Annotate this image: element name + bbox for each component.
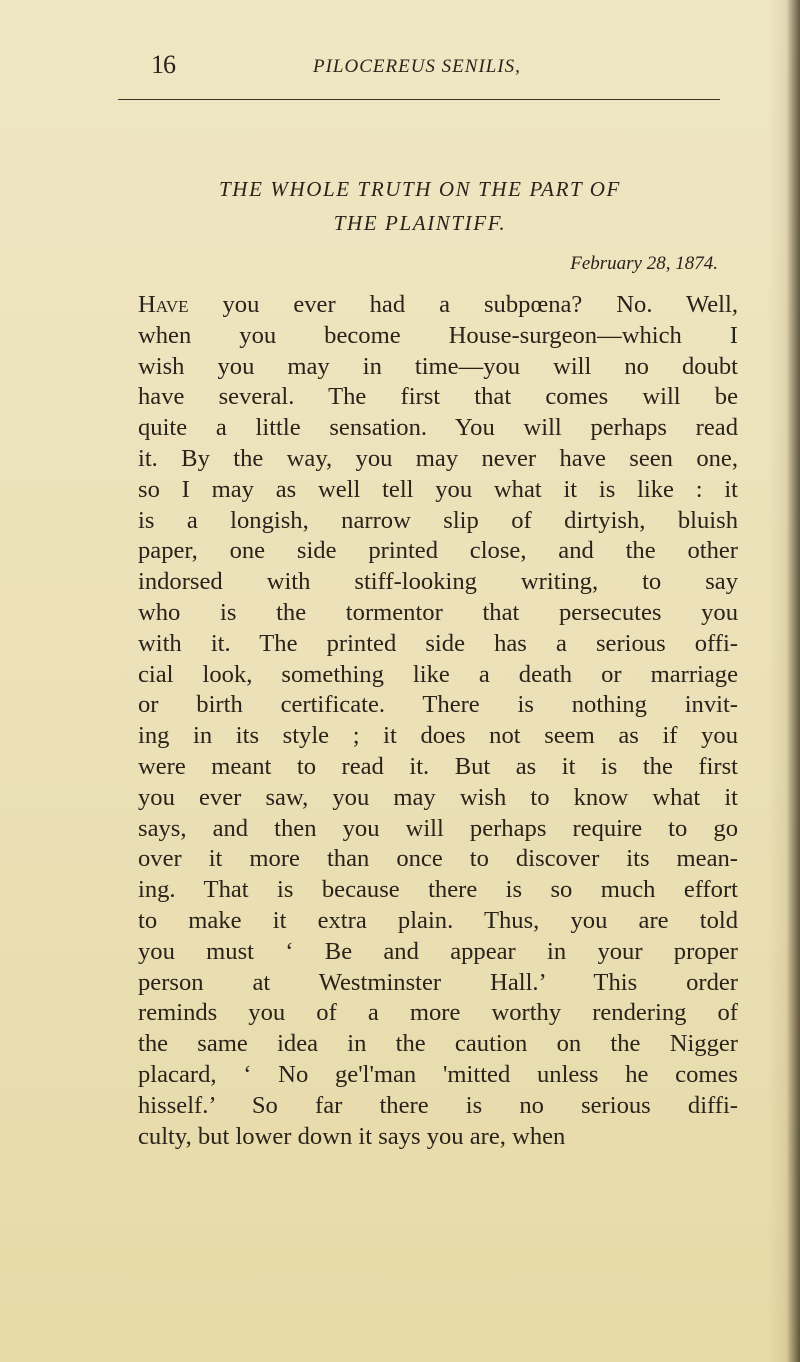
text-line: cial look, something like a death or marriage bbox=[138, 660, 738, 688]
header-rule bbox=[118, 99, 720, 100]
running-head bbox=[119, 50, 719, 90]
text-line: paper, one side printed close, and the other bbox=[138, 537, 738, 565]
opening-word: Have bbox=[138, 291, 189, 318]
text-line: ing in its style ; it does not seem as if you bbox=[138, 722, 738, 750]
body-paragraph bbox=[138, 290, 738, 1152]
text-line: placard, ‘ No ge'l'man 'mitted unless he comes bbox=[138, 1060, 738, 1088]
text-line: have several. The first that comes will be bbox=[138, 383, 738, 411]
text-line: were meant to read it. But as it is the first bbox=[138, 752, 738, 780]
text-line: reminds you of a more worthy rendering of bbox=[138, 999, 738, 1027]
running-title: PILOCEREUS SENILIS, bbox=[313, 56, 521, 77]
text-line: to make it extra plain. Thus, you are told bbox=[138, 906, 738, 934]
text-line: you must ‘ Be and appear in your proper bbox=[138, 937, 738, 965]
text-line: is a longish, narrow slip of dirtyish, bluish bbox=[138, 506, 738, 534]
text-line: quite a little sensation. You will perhaps read bbox=[138, 414, 738, 442]
text-line: indorsed with stiff-looking writing, to say bbox=[138, 568, 738, 596]
text-line: so I may as well tell you what it is like : it bbox=[138, 475, 738, 503]
text-line: over it more than once to discover its mean- bbox=[138, 845, 738, 873]
text-line: who is the tormentor that persecutes you bbox=[138, 598, 738, 626]
text-line: says, and then you will perhaps require to go bbox=[138, 814, 738, 842]
page-number: 16 bbox=[151, 50, 175, 79]
text-line: person at Westminster Hall.’ This order bbox=[138, 968, 738, 996]
section-title-line-1: THE WHOLE TRUTH ON THE PART OF bbox=[219, 177, 621, 201]
text-line: ing. That is because there is so much effort bbox=[138, 876, 738, 904]
letter-date: February 28, 1874. bbox=[570, 253, 718, 274]
text-line: hisself.’ So far there is no serious diffi- bbox=[138, 1091, 738, 1119]
text-line: it. By the way, you may never have seen one, bbox=[138, 444, 738, 472]
page-edge-shadow bbox=[786, 0, 800, 1362]
text-line: Have you ever had a subpœna? No. Well, bbox=[138, 291, 738, 318]
text-line: the same idea in the caution on the Nigger bbox=[138, 1030, 738, 1058]
text-line: when you become House-surgeon—which I bbox=[138, 321, 738, 349]
text-line: with it. The printed side has a serious offi- bbox=[138, 629, 738, 657]
section-title-line-2: THE PLAINTIFF. bbox=[333, 211, 507, 235]
text-line: culty, but lower down it says you are, when bbox=[138, 1122, 566, 1150]
section-title bbox=[120, 172, 720, 240]
text-line: wish you may in time—you will no doubt bbox=[138, 352, 738, 380]
text-line: or birth certificate. There is nothing invit- bbox=[138, 691, 738, 719]
text-line: you ever saw, you may wish to know what it bbox=[138, 783, 738, 811]
